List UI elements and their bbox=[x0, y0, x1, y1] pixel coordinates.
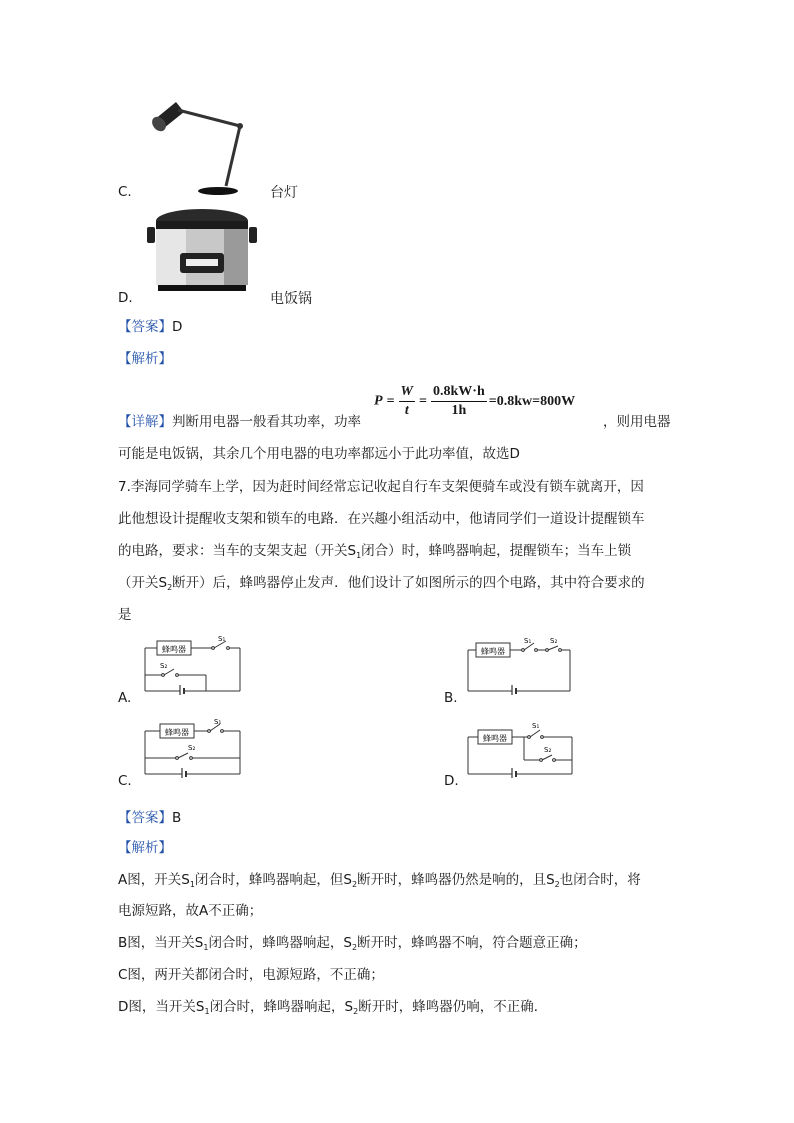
formula-t: t bbox=[404, 403, 409, 418]
circuit-b-diagram bbox=[462, 635, 582, 695]
s1-label-b: S₁ bbox=[524, 637, 532, 645]
formula-result: =0.8kw=800W bbox=[488, 393, 576, 409]
formula-numerator: 0.8kW·h bbox=[431, 383, 487, 402]
analysis-d-line bbox=[118, 995, 547, 1015]
analysis-a-line2: 电源短路，故A不正确； bbox=[118, 903, 263, 919]
option-c-label: 台灯 bbox=[270, 185, 298, 201]
analysis-tag: 【解析】 bbox=[118, 351, 172, 367]
a1-sub3: 2 bbox=[554, 880, 560, 889]
a1-part1: A图，开关S bbox=[118, 872, 190, 888]
q7-answer-line bbox=[118, 806, 181, 826]
analysis-tag: 【解析】 bbox=[118, 840, 172, 856]
circuit-d-diagram bbox=[462, 718, 582, 780]
q7-analysis-tag bbox=[118, 836, 172, 856]
analysis-b-line bbox=[118, 931, 587, 951]
option-c-letter: C. bbox=[118, 184, 132, 200]
buzzer-label-a: 蜂鸣器 bbox=[162, 645, 186, 654]
q7-line3 bbox=[118, 539, 631, 559]
s1-label-a: S₁ bbox=[218, 635, 226, 643]
d1-part1: D图，当开关S bbox=[118, 999, 205, 1015]
a1-part3: 断开时，蜂鸣器仍然是响的，且S bbox=[357, 872, 555, 888]
d1-sub1: 1 bbox=[204, 1007, 210, 1016]
analysis-c-line: C图，两开关都闭合时，电源短路，不正确； bbox=[118, 967, 384, 983]
s2-label-b: S₂ bbox=[550, 637, 558, 645]
q7-line5: 是 bbox=[118, 607, 132, 623]
b1-sub2: 2 bbox=[352, 943, 358, 952]
a1-sub2: 2 bbox=[351, 880, 358, 889]
d1-sub2: 2 bbox=[353, 1007, 359, 1016]
formula-eq2: = bbox=[419, 393, 427, 409]
formula-denominator: 1h bbox=[451, 403, 467, 418]
q6-answer-line bbox=[118, 315, 182, 335]
formula-w: W bbox=[399, 383, 415, 402]
circuit-a-diagram bbox=[140, 635, 250, 695]
circuit-a-letter: A. bbox=[118, 690, 132, 706]
d1-part3: 断开时，蜂鸣器仍响，不正确． bbox=[358, 999, 548, 1015]
option-d-label: 电饭锅 bbox=[270, 291, 312, 307]
s1-label-d: S₁ bbox=[532, 722, 540, 730]
q6-detail-line bbox=[118, 410, 361, 430]
d1-part2: 闭合时，蜂鸣器响起，S bbox=[209, 999, 354, 1015]
q6-analysis-tag bbox=[118, 347, 172, 367]
detail-tail: ，则用电器 bbox=[603, 414, 671, 430]
q7-line3-sub: 1 bbox=[356, 551, 362, 560]
answer-value: D bbox=[172, 319, 183, 335]
b1-part3: 断开时，蜂鸣器不响，符合题意正确； bbox=[357, 935, 587, 951]
s1-label-c: S₁ bbox=[214, 718, 222, 726]
q7-line2: 此他想设计提醒收支架和锁车的电路．在兴趣小组活动中，他请同学们一道设计提醒锁车 bbox=[118, 511, 645, 527]
a1-part4: 也闭合时，将 bbox=[559, 872, 641, 888]
buzzer-label-d: 蜂鸣器 bbox=[483, 734, 507, 743]
buzzer-label-c: 蜂鸣器 bbox=[165, 728, 189, 737]
b1-part2: 闭合时，蜂鸣器响起，S bbox=[208, 935, 353, 951]
detail-text: 判断用电器一般看其功率，功率 bbox=[172, 414, 361, 430]
formula-p: P bbox=[374, 393, 383, 409]
circuit-c-letter: C. bbox=[118, 773, 132, 789]
q7-line4 bbox=[118, 571, 645, 591]
formula-eq1: = bbox=[386, 393, 395, 409]
answer-value: B bbox=[172, 810, 182, 826]
option-d-letter: D. bbox=[118, 290, 133, 306]
a1-sub1: 1 bbox=[189, 880, 195, 889]
q7-line4-a: （开关S bbox=[118, 575, 168, 591]
power-formula bbox=[374, 383, 575, 420]
s2-label-a: S₂ bbox=[160, 662, 168, 670]
answer-tag: 【答案】 bbox=[118, 810, 172, 826]
circuit-d-letter: D. bbox=[444, 773, 459, 789]
q6-detail-line2: 可能是电饭锅，其余几个用电器的电功率都远小于此功率值，故选D bbox=[118, 446, 520, 462]
rice-cooker-image bbox=[144, 205, 260, 295]
q7-line3-a: 的电路，要求：当车的支架支起（开关S bbox=[118, 543, 357, 559]
q7-line1: 7.李海同学骑车上学，因为赶时间经常忘记收起自行车支架便骑车或没有锁车就离开，因 bbox=[118, 479, 644, 495]
circuit-c-diagram bbox=[140, 718, 250, 780]
q7-line4-b: 断开）后，蜂鸣器停止发声．他们设计了如图所示的四个电路，其中符合要求的 bbox=[172, 575, 645, 591]
circuit-b-letter: B. bbox=[444, 690, 458, 706]
q7-line3-b: 闭合）时，蜂鸣器响起，提醒锁车；当车上锁 bbox=[361, 543, 632, 559]
answer-tag: 【答案】 bbox=[118, 319, 172, 335]
b1-sub1: 1 bbox=[203, 943, 209, 952]
s2-label-c: S₂ bbox=[188, 744, 196, 752]
b1-part1: B图，当开关S bbox=[118, 935, 204, 951]
s2-label-d: S₂ bbox=[544, 746, 552, 754]
detail-tag: 【详解】 bbox=[118, 414, 172, 430]
buzzer-label-b: 蜂鸣器 bbox=[481, 647, 505, 656]
q7-line4-sub: 2 bbox=[167, 583, 173, 592]
a1-part2: 闭合时，蜂鸣器响起，但S bbox=[194, 872, 352, 888]
desk-lamp-image bbox=[148, 98, 260, 196]
analysis-a-line1 bbox=[118, 868, 641, 888]
